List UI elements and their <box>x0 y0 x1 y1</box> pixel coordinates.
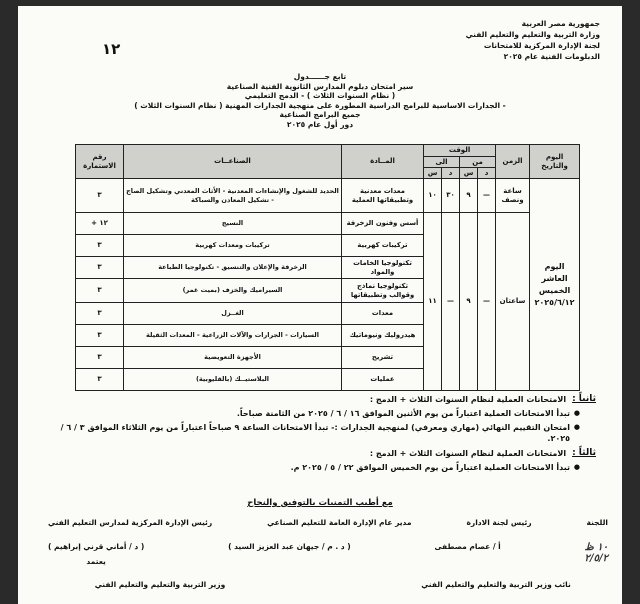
central-head-name: ( د / أماني قرني إبراهيم ) <box>48 542 145 551</box>
section-label: ثالثاً : <box>572 448 596 458</box>
ministers-row <box>48 580 608 589</box>
table-row <box>76 179 580 213</box>
header-line: جمهورية مصر العربية <box>521 19 600 28</box>
handwritten-note: ١٠ ظ <box>584 542 608 553</box>
header-line: وزارة التربية والتعليم والتعليم الفني <box>465 30 600 39</box>
director-general-name: ( د . م / جيهان عبد العزيز السيد ) <box>228 542 351 551</box>
deputy-minister-title: نائب وزير التربية والتعليم والتعليم الفني <box>421 580 571 589</box>
handwritten-note: ٢/٥/٢ <box>584 553 608 564</box>
to-d-cell: ٣٠ <box>442 179 460 213</box>
title-line: دور أول عام ٢٠٢٥ <box>286 119 354 129</box>
document-page <box>18 6 622 604</box>
from-d-cell: — <box>478 179 496 213</box>
form-cell: ٣ <box>76 257 124 279</box>
title-line: تابع جــــــدول <box>293 72 347 81</box>
from-s-header: س <box>460 168 478 179</box>
duration-cell: ساعتان <box>496 213 530 391</box>
section-label: ثانياً : <box>572 394 596 404</box>
notes-section <box>58 390 596 473</box>
from-d-header: د <box>478 168 496 179</box>
subject-cell: معدات معدنية وتطبيقاتها العملية <box>342 179 424 213</box>
to-d-cell: — <box>442 213 460 391</box>
crafts-cell: تركيبات ومعدات كهربية <box>124 235 342 257</box>
form-cell: ٣ <box>76 347 124 369</box>
title-line: ( نظام السنوات الثلاث ) - الدمج التعليمي <box>244 91 396 101</box>
approved-label: يعتمد <box>86 557 106 566</box>
subject-cell: تكنولوجيا نماذج وقوالب وتطبيقاتها <box>342 279 424 303</box>
crafts-cell: النسيج <box>124 213 342 235</box>
table-row <box>76 213 580 235</box>
header-line: الدبلومات الفنية عام ٢٠٢٥ <box>503 52 600 61</box>
duration-header: الزمن <box>496 145 530 179</box>
title-line: - الجدارات الاساسية للبرامج الدراسية المطورة على منهجية الجدارات المهنية ( نظام السنوات الثلاث ) <box>134 100 506 110</box>
form-cell: ٣ <box>76 303 124 325</box>
crafts-cell: البلاستيــك (بالقليوبية) <box>124 369 342 391</box>
committee-head-name: أ / عصام مصطفى <box>434 542 501 551</box>
section-title: الامتحانات العملية لنظام السنوات الثلاث + الدمج : <box>369 449 567 458</box>
crafts-header: الصناعــات <box>124 145 342 179</box>
form-cell: ١٢ + <box>76 213 124 235</box>
note-bullet: ● تبدأ الامتحانات العملية اعتباراً من يوم الخميس الموافق ٢٢ / ٥ / ٢٠٢٥ م. <box>58 462 580 473</box>
form-cell: ٣ <box>76 179 124 213</box>
ministry-header <box>410 18 600 62</box>
exam-schedule-table <box>75 144 580 391</box>
form-cell: ٣ <box>76 369 124 391</box>
day-date-cell: اليوم العاشر الخميس ٢٠٢٥/٦/١٢ <box>530 179 580 391</box>
committee-scribble <box>585 542 608 566</box>
crafts-cell: السيارات - الجرارات والآلات الزراعية - المعدات الثقيلة <box>124 325 342 347</box>
crafts-cell: الغــزل <box>124 303 342 325</box>
note-bullet: ● امتحان التقييم النهائي (مهاري ومعرفي) لمنهجية الجدارات :- تبدأ الامتحانات الساعة ٩ صباحاً اعتباراً من يوم الثلاثاء الموافق ٣ / ٦ / ٢٠٢٥. <box>58 422 580 444</box>
subject-cell: أسس وفنون الزخرفة <box>342 213 424 235</box>
subject-cell: معدات <box>342 303 424 325</box>
day-header: اليوم والتاريخ <box>530 145 580 179</box>
header-line: لجنة الإدارة المركزية للامتحانات <box>483 41 600 50</box>
to-s-cell: ١٠ <box>424 179 442 213</box>
section-three-heading <box>58 448 596 459</box>
section-title: الامتحانات العملية لنظام السنوات الثلاث + الدمج : <box>369 395 567 404</box>
title-line: جميع البرامج الصناعية <box>279 110 361 120</box>
crafts-cell: الأجهزة التعويضية <box>124 347 342 369</box>
title-line: سير امتحان دبلوم المدارس الثانوية الفنية الصناعية <box>226 81 414 91</box>
form-cell: ٣ <box>76 325 124 347</box>
signatures-row <box>48 518 608 527</box>
signature-central-head: رئيس الإدارة المركزية لمدارس التعليم الفني <box>48 518 213 527</box>
form-header: رقم الاستمارة <box>76 145 124 179</box>
subject-cell: تشريح <box>342 347 424 369</box>
from-s-cell: ٩ <box>460 179 478 213</box>
time-header: الوقت <box>424 145 496 157</box>
from-d-cell: — <box>478 213 496 391</box>
signature-committee: اللجنة <box>586 518 608 527</box>
crafts-cell: الحديد للشغول والإنشاءات المعدنية - الأثاث المعدني وتشكيل الصاج - تشكيل المعادن والسباكة <box>124 179 342 213</box>
form-cell: ٣ <box>76 279 124 303</box>
section-two-heading <box>58 394 596 405</box>
duration-cell: ساعة ونصف <box>496 179 530 213</box>
to-s-cell: ١١ <box>424 213 442 391</box>
from-header: من <box>460 157 496 168</box>
to-s-header: س <box>424 168 442 179</box>
form-cell: ٣ <box>76 235 124 257</box>
crafts-cell: السيراميك والخزف (بميت غمر) <box>124 279 342 303</box>
subject-cell: هيدروليك ونيوماتيك <box>342 325 424 347</box>
page-number: ١٢ <box>102 40 121 58</box>
document-titles <box>78 72 562 130</box>
central-head-block <box>48 542 144 566</box>
closing-wishes: مع أطيب التمنيات بالتوفيق والنجاح <box>247 498 393 508</box>
crafts-cell: الزخرفة والإعلان والتنسيق - تكنولوجيا الطباعة <box>124 257 342 279</box>
signature-committee-head: رئيس لجنة الادارة <box>466 518 532 527</box>
subject-cell: تكنولوجيا الخامات والمواد <box>342 257 424 279</box>
minister-title: وزير التربية والتعليم والتعليم الفني <box>94 580 226 589</box>
to-d-header: د <box>442 168 460 179</box>
subject-cell: عمليات <box>342 369 424 391</box>
to-header: الى <box>424 157 460 168</box>
signature-names-row <box>48 542 608 566</box>
subject-header: المــادة <box>342 145 424 179</box>
subject-cell: تركيبات كهربية <box>342 235 424 257</box>
note-bullet: ● تبدأ الامتحانات العملية اعتباراً من يوم الأثنين الموافق ١٦ / ٦ / ٢٠٢٥ من الثامنة صباحاً. <box>58 408 580 419</box>
signature-director-general: مدير عام الإدارة العامة للتعليم الصناعي <box>267 518 412 527</box>
from-s-cell: ٩ <box>460 213 478 391</box>
